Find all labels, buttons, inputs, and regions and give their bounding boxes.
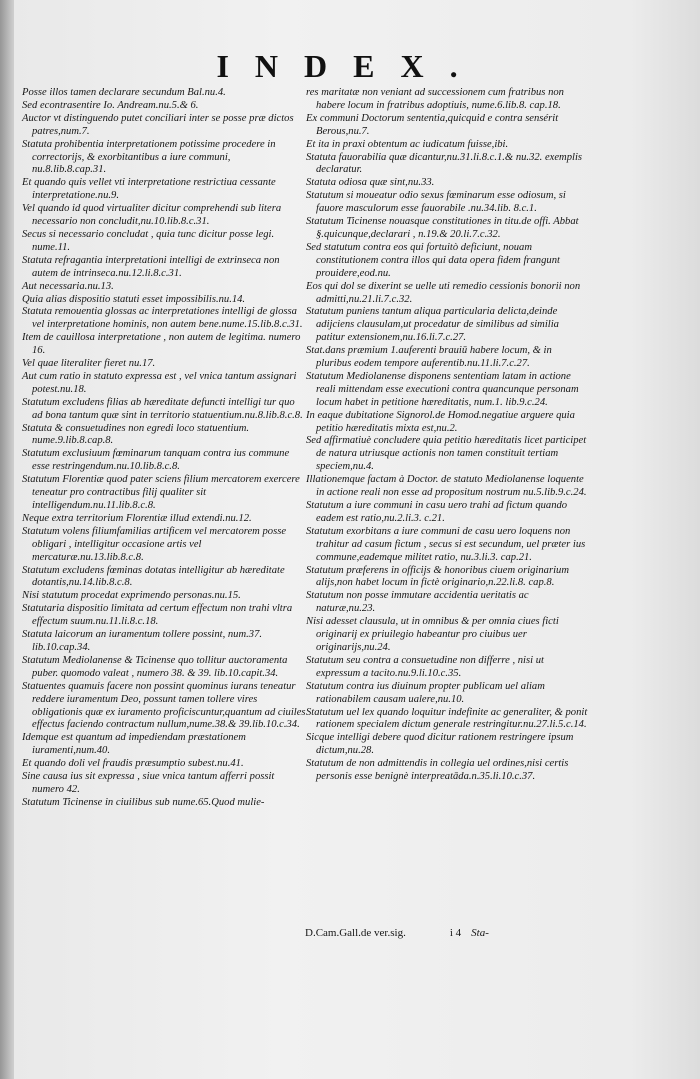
index-entry: Statutum de non admittendis in collegia uel ordines,nisi certis personis esse benignè interpreatāda.n.35.li.10.c.37. [306, 758, 569, 783]
index-entry: Stat.dans præmium 1.auferenti brauiū habere locum, & in pluribus eodem tempore auferentib.nu.11.li.7.c.27. [306, 345, 552, 370]
index-entry: Vel quae literaliter fieret nu.17. [22, 358, 156, 370]
index-entry: Statutum puniens tantum aliqua particularia delicta,deinde adijciens clausulam,ut procedatur de similibus ad similia patitur extensionem,nu.16.li.7.c.27. [306, 306, 559, 344]
index-entry: Nisi statutum procedat exprimendo personas.nu.15. [22, 590, 241, 602]
index-entry: Quia alias dispositio statuti esset impossibilis.nu.14. [22, 293, 246, 305]
index-entry: Statutum exclusiuum fœminarum tanquam contra ius commune esse restringendum.nu.10.lib.8.c.8. [22, 448, 290, 473]
index-entry: Statutum Mediolanense disponens sententiam latam in actione reali mittendam esse executioni contra quancunque personam locum habet in petitione hæreditatis, num.1. lib.9.c.24. [306, 370, 579, 408]
index-entry: Statuta fauorabilia quæ dicantur,nu.31.li.8.c.1.& nu.32. exemplis declaratur. [306, 151, 583, 176]
index-entry: Statuta odiosa quæ sint,nu.33. [306, 177, 435, 189]
index-entry: Sed affirmatiuè concludere quia petitio hæreditatis licet participet de natura utriusque actionis non tamen constituit tertiam speciem,nu.4. [306, 435, 587, 473]
index-entry: Ex communi Doctorum sententia,quicquid e contra sensérit Berous,nu.7. [306, 112, 559, 137]
index-entry: Auctor vt distinguendo putet conciliari inter se posse præ dictos patres,num.7. [22, 112, 294, 137]
index-entry: Statuta refragantia interpretationi intelligi de extrinseca non autem de intrinseca.nu.12.li.8.c.31. [22, 254, 280, 279]
index-entry: Statutum excludens filias ab hæreditate defuncti intelligi tur quo ad bona tantum quæ sint in territorio statuentium.nu.8.lib.8.c.8. [22, 396, 303, 421]
index-entry: Aut necessaria.nu.13. [22, 280, 114, 292]
index-entry: Statutum Ticinense nouasque constitutiones in titu.de offi. Abbat §.quicunque,declarari , n.19.& 20.li.7.c.32. [306, 216, 579, 240]
index-entry: Statuta prohibentia interpretationem potissime procedere in correctorijs, & exorbitantibus a iure communi, nu.8.lib.8.cap.31. [22, 138, 276, 176]
index-entry: Posse illos tamen declarare secundum Bal.nu.4. [22, 87, 226, 98]
index-entry: Statutum præferens in officijs & honoribus ciuem originarium alijs,non habet locum in fictè originario,n.22.li.8. cap.8. [306, 564, 569, 589]
left-index-column [22, 87, 306, 810]
index-entry: Idemque est quantum ad impediendam præstationem iuramenti,num.40. [22, 732, 246, 757]
index-entry: Statutum excludens fœminas dotatas intelligitur ab hæreditate dotantis,nu.14.lib.8.c.8. [22, 564, 285, 589]
index-entry: Statuta laicorum an iuramentum tollere possint, num.37. lib.10.cap.34. [22, 629, 263, 653]
binding-gutter-shadow [0, 0, 14, 1079]
index-entry: Et quando quis vellet vti interpretatione restrictiua cessante interpretatione.nu.9. [22, 177, 276, 202]
page-title: INDEX. [216, 48, 484, 84]
signature-mark: D.Cam.Gall.de ver.sig. [305, 927, 406, 939]
index-entry: Statutum exorbitans a iure communi de casu uero loquens non trahitur ad casum fictum , secus si est secundum, uel præter ius commune,eademque militet ratio, nu.3.li.3. cap.21. [306, 525, 586, 563]
index-entry: Neque extra territorium Florentiæ illud extendi.nu.12. [22, 512, 252, 524]
index-entry: Statutum si moueatur odio sexus fœminarum esse odiosum, si fauore masculorum esse fauorabile .nu.34.lib. 8.c.1. [306, 190, 566, 215]
index-entry: Sine causa ius sit expressa , siue vnica tantum afferri possit numero 42. [22, 771, 275, 795]
leaf-number: i 4 [449, 927, 462, 939]
index-entry: Item de cauillosa interpretatione , non autem de legitima. numero 16. [22, 332, 301, 357]
index-entry: Sicque intelligi debere quod dicitur rationem restringere ipsum dictum,nu.28. [306, 732, 574, 757]
index-entry: Aut cum ratio in statuto expressa est , vel vnica tantum assignari potest.nu.18. [22, 370, 297, 395]
index-entry: In eaque dubitatione Signorol.de Homod.negatiue arguere quia petitio hæreditatis mixta est,nu.2. [306, 409, 575, 434]
index-entry: Statutaria dispositio limitata ad certum effectum non trahi vltra effectum suum.nu.11.li.8.c.18. [22, 603, 293, 628]
right-index-column [306, 87, 588, 784]
index-entry: Statutum Ticinense in ciuilibus sub nume.65.Quod mulie- [22, 796, 265, 808]
index-entry: Statuentes quamuis facere non possint quominus iurans teneatur reddere iuramentum Deo, possunt tamen tollere vires obligationis quæ ex iuramento proficiscuntur,quantum ad ciuiles effectus faciendo contractum nullum,nume.38.& 39.lib.10.c.34. [22, 680, 306, 731]
index-entry: Illationemque factam à Doctor. de statuto Mediolanense loquente in actione reali non esse ad propositum nostrum nu.5.lib.9.c.24. [306, 474, 587, 499]
index-entry: Statutum non posse immutare accidentia ueritatis ac naturæ,nu.23. [306, 590, 529, 615]
index-entry: Statutum a iure communi in casu uero trahi ad fictum quando eadem est ratio,nu.2.li.3. c.21. [306, 500, 568, 524]
index-entry: Statutum uel lex quando loquitur indefinite ac generaliter, & ponit rationem specialem dictum generale restringitur.nu.27.li.5.c.14. [306, 706, 588, 731]
index-entry: Sed econtrasentire Io. Andream.nu.5.& 6. [22, 99, 199, 111]
index-entry: Sed statutum contra eos qui fortuitò deficiunt, nouam constitutionem contra illos qui data opera fidem frangunt prouidere,eod.nu. [306, 241, 560, 279]
index-entry: Secus si necessario concludat , quia tunc dicitur posse legi. nume.11. [22, 228, 275, 253]
index-entry: Statuta & consuetudines non egredi loco statuentium. nume.9.lib.8.cap.8. [22, 422, 250, 447]
index-entry: Statutum seu contra a consuetudine non differre , nisi ut expressum a tacito.nu.9.li.10.c.35. [306, 654, 544, 679]
index-entry: Et ita in praxi obtentum ac iudicatum fuisse,ibi. [306, 138, 509, 150]
index-entry: Et quando doli vel fraudis præsumptio subest.nu.41. [22, 758, 244, 770]
catchword: Sta- [471, 927, 489, 939]
index-entry: Statuta remouentia glossas ac interpretationes intelligi de glossa vel interpretatione hominis, non autem bene.nume.15.lib.8.c.31. [22, 306, 303, 331]
index-entry: Statutum Florentiæ quod pater sciens filium mercatorem exercere teneatur pro contractibus filij qualiter sit intelligendum.nu.11.lib.8.c.8. [22, 474, 300, 511]
index-entry: res maritatæ non veniant ad successionem cum fratribus non habere locum in fratribus adoptiuis, nume.6.lib.8. cap.18. [306, 87, 564, 111]
page-footer [305, 927, 595, 939]
index-entry: Vel quando id quod virtualiter dicitur comprehendi sub litera necessario non concludit,nu.10.lib.8.c.31. [22, 203, 282, 228]
index-entry: Statutum Mediolanense & Ticinense quo tollitur auctoramenta puber. quomodo valeat , numero 38. & 39. lib.10.capit.34. [22, 654, 288, 679]
index-entry: Statutum contra ius diuinum propter publicam uel aliam rationabilem causam ualere,nu.10. [306, 680, 545, 705]
index-entry: Eos qui dol se dixerint se uelle uti remedio cessionis bonorii non admitti,nu.21.li.7.c.32. [306, 280, 581, 305]
index-entry: Statutum volens filiumfamilias artificem vel mercatorem posse obligari , intelligitur occasione artis vel mercaturæ.nu.13.lib.8.c.8. [22, 525, 287, 563]
index-entry: Nisi adesset clausula, ut in omnibus & per omnia ciues ficti originarij ex priuilegio habeantur pro ciuibus uer originarijs,nu.24. [306, 616, 559, 653]
